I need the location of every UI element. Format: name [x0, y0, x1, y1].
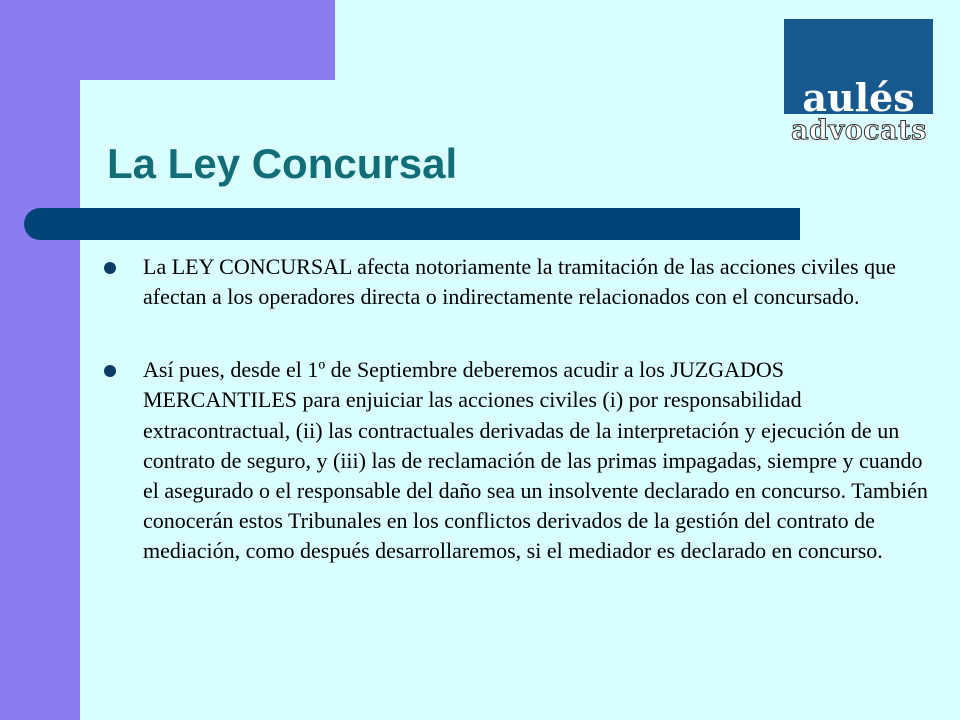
slide-title: La Ley Concursal: [107, 140, 458, 187]
bullet-text: La LEY CONCURSAL afecta notoriamente la tramitación de las acciones civiles que afectan a los operadores directa o indirectamente relacionados con el concursado.: [143, 254, 896, 310]
bullet-item: [104, 252, 934, 312]
bullet-dot-icon: [104, 262, 116, 274]
bullet-dot-icon: [104, 365, 116, 377]
logo-bottom-text: advocats: [791, 115, 927, 146]
bullet-list: [104, 252, 934, 566]
bullet-item: [104, 355, 934, 566]
aules-advocats-logo: [784, 19, 934, 149]
bullet-text: Así pues, desde el 1º de Septiembre deberemos acudir a los JUZGADOS MERCANTILES para enjuiciar las acciones civiles (i) por responsabilidad extracontractual, (ii) las contractuales derivadas de la interpretación y ejecución de un contrato de seguro, y (iii) las de reclamación de las primas impagadas, siempre y cuando el asegurado o el responsable del daño sea un insolvente declarado en concurso. También conocerán estos Tribunales en los conflictos derivados de la gestión del contrato de mediación, como después desarrollaremos, si el mediador es declarado en concurso.: [143, 357, 928, 563]
title-underline-bar: [24, 208, 800, 240]
left-accent-band: [0, 0, 80, 720]
top-accent-band: [0, 0, 335, 80]
logo-top-text: aulés: [802, 75, 915, 120]
